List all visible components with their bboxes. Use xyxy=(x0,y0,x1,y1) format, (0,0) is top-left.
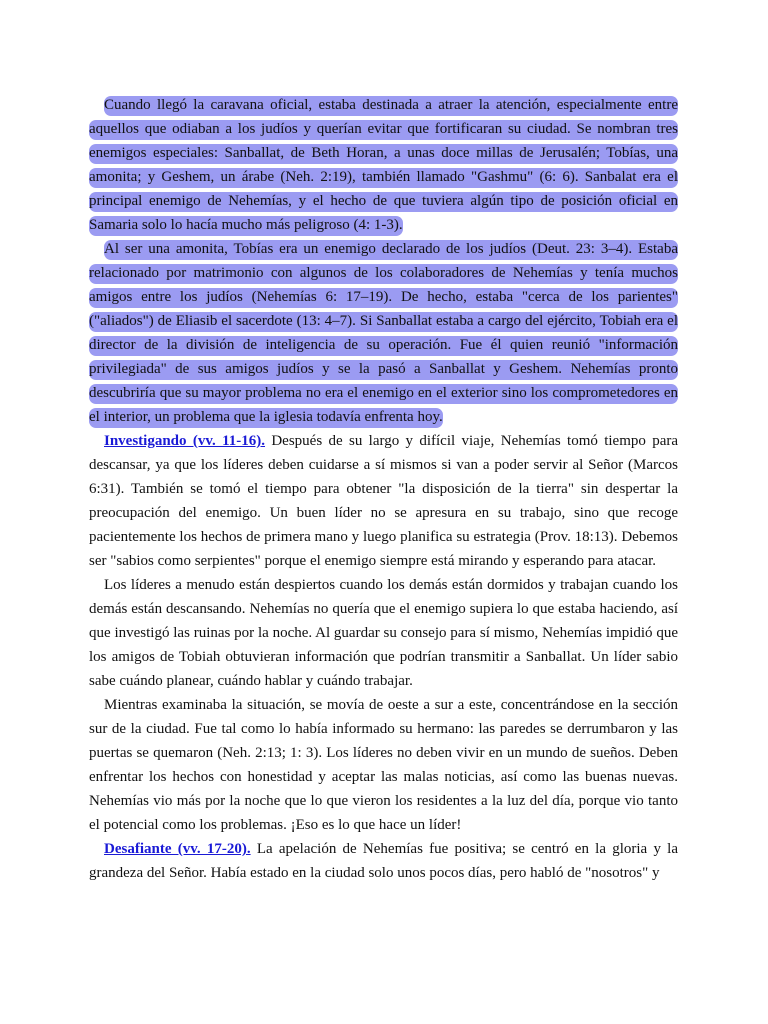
paragraph-text: Mientras examinaba la situación, se movía de oeste a sur a este, concentrándose en la sección sur de la ciudad. Fue tal como lo había informado su hermano: las paredes se derrumbaron y las puertas se quemaron (Neh. 2:13; 1: 3). Los líderes no deben vivir en un mundo de sueños. Deben enfrentar los hechos con honestidad y aceptar las malas noticias, así como las buenas nuevas. Nehemías vio más por la noche que lo que vieron los residentes a la luz del día, porque vio tanto el potencial como los problemas. ¡Eso es lo que hace un líder! xyxy=(89,697,678,833)
paragraph-text: Los líderes a menudo están despiertos cuando los demás están dormidos y trabajan cuando los demás están descansando. Nehemías no quería que el enemigo supiera lo que estaba haciendo, así que investigó las ruinas por la noche. Al guardar su consejo para sí mismo, Nehemías impidió que los amigos de Tobiah obtuvieran información que podrían transmitir a Sanballat. Un líder sabio sabe cuándo planear, cuándo hablar y cuándo trabajar. xyxy=(89,577,678,689)
paragraph-text: Después de su largo y difícil viaje, Nehemías tomó tiempo para descansar, ya que los líderes deben cuidarse a sí mismos si van a poder servir al Señor (Marcos 6:31). También se tomó el tiempo para obtener "la disposición de la tierra" sin despertar la preocupación del enemigo. Un buen líder no se apresura en su trabajo, sino que recoge pacientemente los hechos de primera mano y luego planifica su estrategia (Prov. 18:13). Debemos ser "sabios como serpientes" porque el enemigo siempre está mirando y esperando para atacar. xyxy=(89,433,678,569)
paragraph-examinaba xyxy=(89,693,678,837)
paragraph-caravana xyxy=(89,93,678,237)
paragraph-text: La apelación de Nehemías fue positiva; se centró en la gloria y la grandeza del Señor. Había estado en la ciudad solo unos pocos días, pero habló de "nosotros" y xyxy=(89,841,678,881)
document-body xyxy=(89,93,678,885)
paragraph-desafiante xyxy=(89,837,678,885)
paragraph-lideres xyxy=(89,573,678,693)
section-link-investigando[interactable]: Investigando (vv. 11-16). xyxy=(104,433,266,449)
section-link-desafiante[interactable]: Desafiante (vv. 17-20). xyxy=(104,841,251,857)
highlighted-text[interactable]: Al ser una amonita, Tobías era un enemigo declarado de los judíos (Deut. 23: 3–4). Estaba relacionado por matrimonio con algunos de los colaboradores de Nehemías y tenía muchos amigos entre los judíos (Nehemías 6: 17–19). De hecho, estaba "cerca de los parientes" ("aliados") de Eliasib el sacerdote (13: 4–7). Si Sanballat estaba a cargo del ejército, Tobiah era el director de la división de inteligencia de su operación. Fue él quien reunió "información privilegiada" de sus amigos judíos y se la pasó a Sanballat y Geshem. Nehemías pronto descubriría que su mayor problema no era el enemigo en el exterior sino los comprometedores en el interior, un problema que la iglesia todavía enfrenta hoy. xyxy=(89,240,678,428)
paragraph-tobias xyxy=(89,237,678,429)
highlighted-text[interactable]: Cuando llegó la caravana oficial, estaba destinada a atraer la atención, especialmente entre aquellos que odiaban a los judíos y querían evitar que fortificaran su ciudad. Se nombran tres enemigos especiales: Sanballat, de Beth Horan, a unas doce millas de Jerusalén; Tobías, una amonita; y Geshem, un árabe (Neh. 2:19), también llamado "Gashmu" (6: 6). Sanbalat era el principal enemigo de Nehemías, y el hecho de que tuviera algún tipo de posición oficial en Samaria solo lo hacía mucho más peligroso (4: 1-3). xyxy=(89,96,678,236)
paragraph-investigando xyxy=(89,429,678,573)
